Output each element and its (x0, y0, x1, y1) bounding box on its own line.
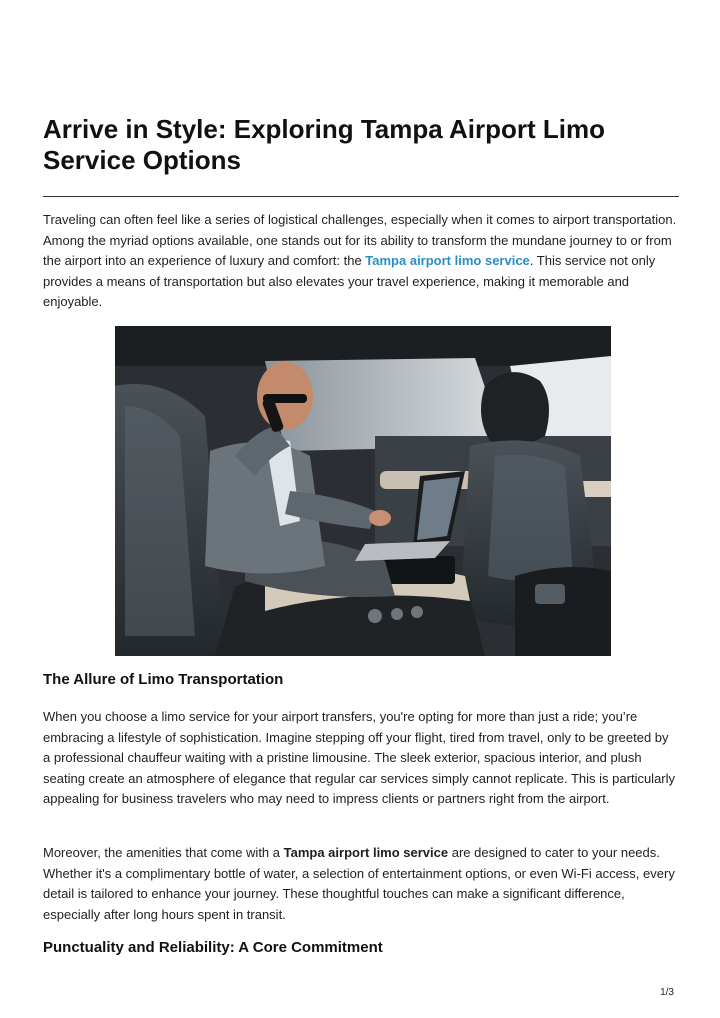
allure-paragraph-1: When you choose a limo service for your airport transfers, you're opting for more than just a ride; you’re embracing a lifestyle of sophistication. Imagine stepping off your flight, tired from travel, only to be greeted by a professional chauffeur waiting with a pristine limousine. The sleek exterior, spacious interior, and plush seating create an atmosphere of elegance that regular car services simply cannot replicate. This is particularly appealing for business travelers who may need to impress clients or partners right from the airport. (43, 709, 676, 807)
intro-text-after-link: . This service not only provides a means of transportation but also elevates your travel experience, making it memorable and enjoyable. (43, 253, 656, 310)
intro-paragraph (43, 210, 677, 313)
allure-p2-before: Moreover, the amenities that come with a (43, 845, 284, 860)
limo-interior-photo (115, 326, 611, 656)
intro-text-before-link: Traveling can often feel like a series of logistical challenges, especially when it comes to airport transportation. Among the myriad options available, one stands out for its ability to transform the mundane journey to or from the airport into an experience of luxury and comfort: the (43, 212, 677, 269)
allure-p2-after: are designed to cater to your needs. Whether it's a complimentary bottle of water, a selection of entertainment options, or even Wi-Fi access, every detail is tailored to enhance your journey. These thoughtful touches can make a significant difference, especially after long hours spent in transit. (43, 845, 675, 922)
page-number: 1/3 (660, 987, 674, 998)
article-title: Arrive in Style: Exploring Tampa Airport Limo Service Options (43, 114, 605, 175)
title-divider (43, 196, 679, 197)
tampa-limo-link[interactable]: Tampa airport limo service (365, 253, 530, 269)
allure-paragraph-2 (43, 843, 677, 925)
section-heading-allure: The Allure of Limo Transportation (43, 671, 284, 688)
section-heading-punctuality: Punctuality and Reliability: A Core Commitment (43, 939, 383, 956)
allure-p2-bold: Tampa airport limo service (283, 845, 449, 860)
